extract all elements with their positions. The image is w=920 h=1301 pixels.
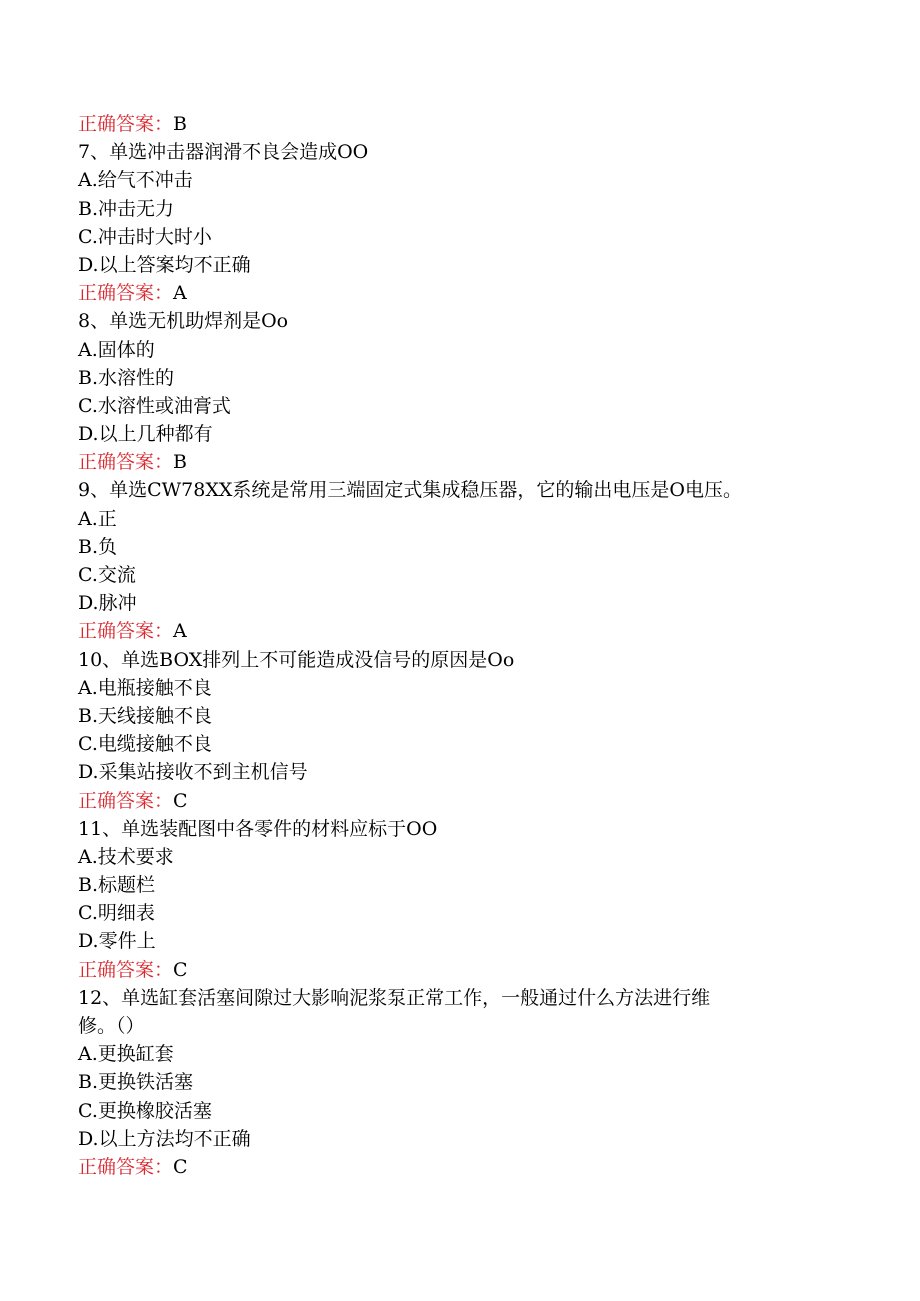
answer-line — [78, 448, 858, 476]
answer-label: 正确答案： — [78, 282, 174, 305]
question-10 — [78, 646, 858, 815]
question-stem: 7、单选冲击器润滑不良会造成OO — [78, 141, 369, 164]
question-stem: 9、单选CW78XX系统是常用三端固定式集成稳压器，它的输出电压是O电压。 — [78, 479, 742, 502]
option-a: A.正 — [78, 507, 117, 530]
question-12 — [78, 984, 858, 1181]
question-9 — [78, 476, 858, 645]
option-c: C.明细表 — [78, 902, 155, 925]
answer-letter: A — [173, 282, 187, 305]
option-b: B.更换铁活塞 — [78, 1071, 194, 1094]
question-stem-line-2: 修。（） — [78, 1015, 145, 1037]
option-b: B.负 — [78, 535, 118, 558]
option-d: D.以上几种都有 — [78, 423, 213, 446]
option-a: A.电瓶接触不良 — [78, 676, 212, 699]
answer-line — [78, 617, 858, 645]
answer-label: 正确答案： — [78, 620, 174, 643]
answer-line — [78, 110, 858, 138]
option-c: C.更换橡胶活塞 — [78, 1099, 212, 1122]
question-stem: 8、单选无机助焊剂是Oo — [78, 310, 289, 333]
question-7 — [78, 138, 858, 307]
answer-letter: A — [173, 620, 187, 643]
option-a: A.更换缸套 — [78, 1043, 174, 1066]
option-d: D.脉冲 — [78, 592, 137, 615]
answer-letter: C — [173, 958, 188, 981]
option-a: A.给气不冲击 — [78, 169, 193, 192]
answer-line — [78, 956, 858, 984]
answer-line — [78, 279, 858, 307]
answer-letter: C — [173, 1155, 188, 1178]
answer-letter: C — [173, 789, 188, 812]
answer-label: 正确答案： — [78, 1155, 174, 1178]
answer-line — [78, 1153, 858, 1181]
question-11 — [78, 815, 858, 984]
option-d: D.采集站接收不到主机信号 — [78, 761, 308, 784]
answer-line — [78, 787, 858, 815]
answer-label: 正确答案： — [78, 789, 174, 812]
option-b: B.天线接触不良 — [78, 704, 213, 727]
option-c: C.水溶性或油膏式 — [78, 394, 231, 417]
option-c: C.交流 — [78, 564, 136, 586]
option-b: B.水溶性的 — [78, 366, 175, 389]
option-d: D.零件上 — [78, 930, 156, 953]
answer-label: 正确答案： — [78, 958, 174, 981]
question-stem: 10、单选BOX排列上不可能造成没信号的原因是Oo — [78, 648, 515, 671]
option-c: C.冲击时大时小 — [78, 225, 212, 248]
option-d: D.以上答案均不正确 — [78, 253, 251, 276]
option-a: A.固体的 — [78, 338, 155, 361]
option-b: B.标题栏 — [78, 874, 156, 897]
option-b: B.冲击无力 — [78, 197, 175, 220]
option-d: D.以上方法均不正确 — [78, 1127, 251, 1150]
question-stem: 11、单选装配图中各零件的材料应标于OO — [78, 817, 438, 840]
answer-label: 正确答案： — [78, 451, 174, 474]
answer-letter: B — [173, 113, 187, 135]
option-a: A.技术要求 — [78, 845, 174, 868]
document-page — [78, 110, 858, 1181]
answer-label: 正确答案： — [78, 113, 174, 135]
question-stem-line-1: 12、单选缸套活塞间隙过大影响泥浆泵正常工作，一般通过什么方法进行维 — [78, 986, 711, 1009]
option-c: C.电缆接触不良 — [78, 733, 212, 756]
answer-letter: B — [173, 451, 187, 474]
question-8 — [78, 307, 858, 476]
